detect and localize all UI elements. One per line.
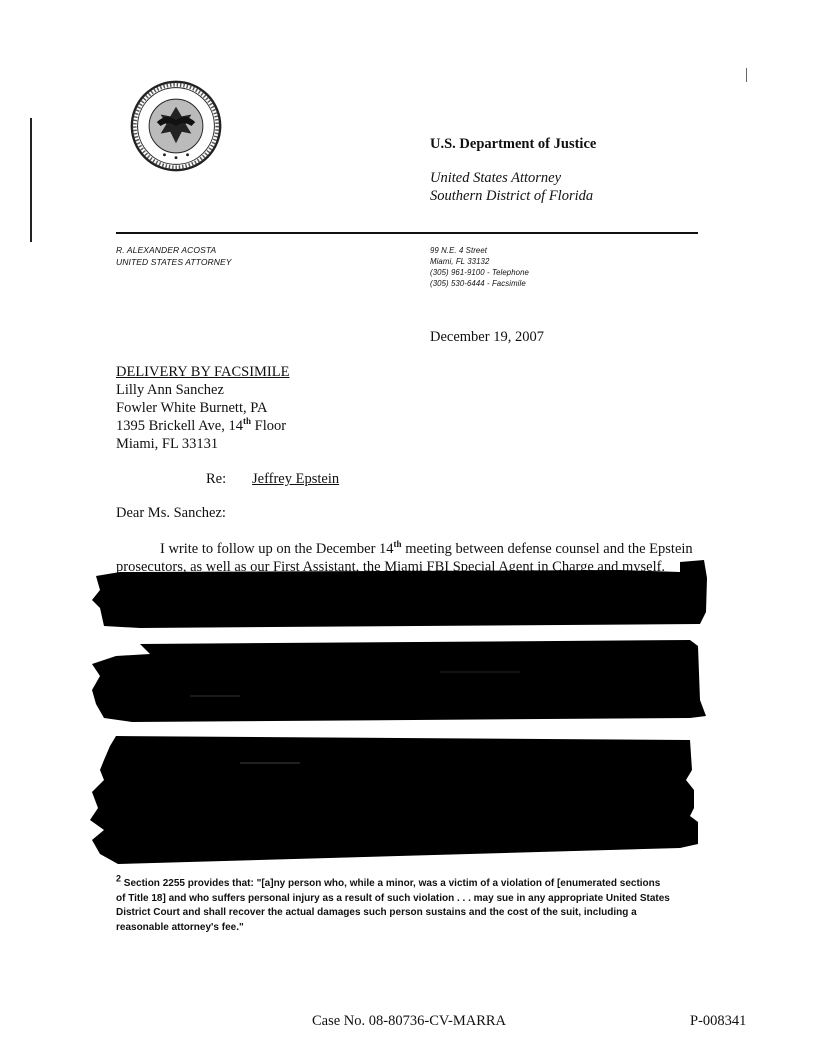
- signatory-name: R. ALEXANDER ACOSTA: [116, 245, 217, 255]
- recipient-firm: Fowler White Burnett, PA: [116, 400, 268, 416]
- office-telephone: (305) 961-9100 - Telephone: [430, 268, 529, 277]
- agency-subtitle-office: United States Attorney: [430, 170, 562, 186]
- recipient-street: 1395 Brickell Ave, 14th Floor: [116, 416, 287, 434]
- redaction-block-2: [92, 640, 706, 722]
- re-label: Re:: [206, 471, 227, 487]
- case-number: Case No. 08-80736-CV-MARRA: [312, 1013, 507, 1029]
- recipient-city: Miami, FL 33131: [116, 436, 219, 452]
- bates-number: P-008341: [690, 1013, 747, 1029]
- delivery-method: DELIVERY BY FACSIMILE: [116, 364, 290, 380]
- redaction-block-1: [92, 560, 707, 628]
- footnote-line-4: reasonable attorney's fee.": [116, 921, 244, 933]
- redaction-block-3: [90, 736, 698, 864]
- footnote-line-1: $^2$ Section 2255 provides that: "[a]ny person who, while a minor, was a victim of a violation of [enumerated sections: [116, 873, 661, 889]
- office-facsimile: (305) 530-6444 - Facsimile: [430, 279, 526, 288]
- salutation: Dear Ms. Sanchez:: [116, 505, 226, 521]
- body-line-2: prosecutors, as well as our First Assistant, the Miami FBI Special Agent in Charge and myself.: [116, 559, 666, 575]
- footnote-line-3: District Court and shall recover the actual damages such person sustains and the cost of the suit, including a: [116, 907, 637, 918]
- footnote: [116, 873, 716, 935]
- letter-date: December 19, 2007: [430, 329, 544, 345]
- re-subject: Jeffrey Epstein: [252, 471, 340, 487]
- recipient-name: Lilly Ann Sanchez: [116, 382, 224, 398]
- signatory-title: UNITED STATES ATTORNEY: [116, 257, 232, 267]
- office-city: Miami, FL 33132: [430, 257, 490, 266]
- footnote-line-2: of Title 18] and who suffers personal injury as a result of such violation . . . may sue in any appropriate United States: [116, 892, 670, 904]
- office-street: 99 N.E. 4 Street: [430, 246, 488, 255]
- agency-subtitle-district: Southern District of Florida: [430, 188, 594, 204]
- body-line-1: I write to follow up on the December 14th meeting between defense counsel and the Epstein: [160, 539, 693, 557]
- agency-title: U.S. Department of Justice: [430, 136, 597, 152]
